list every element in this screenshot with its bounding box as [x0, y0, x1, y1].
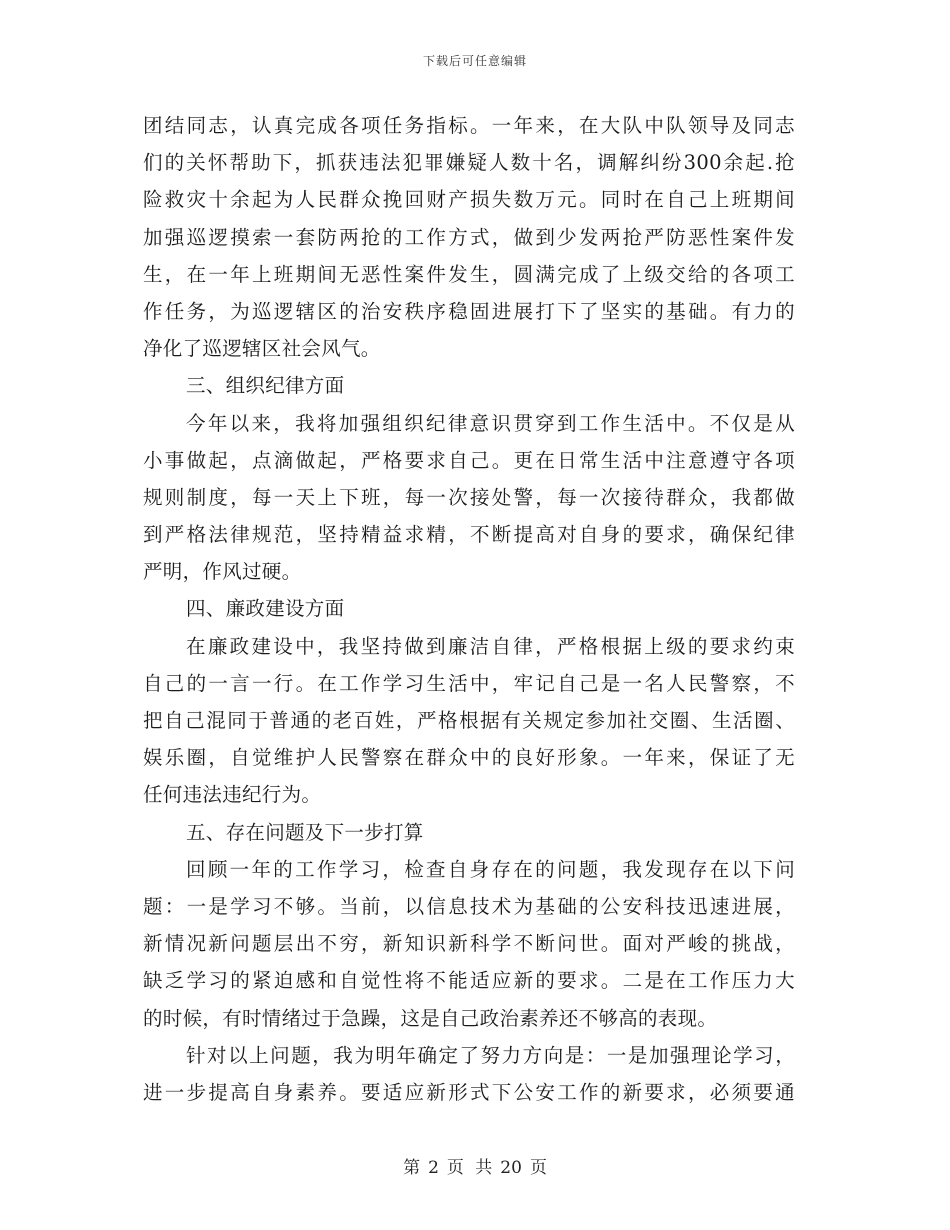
footer-suffix: 页	[529, 1158, 547, 1178]
text-line: 针对以上问题，我为明年确定了努力方向是：一是加强理论学习，	[186, 1043, 795, 1067]
text-line: 在廉政建设中，我坚持做到廉洁自律，严格根据上级的要求约束	[186, 634, 795, 658]
page-header: 下载后可任意编辑	[422, 54, 527, 68]
text-line: 严明，作风过硬。	[143, 560, 302, 584]
text-line: 小事做起，点滴做起，严格要求自己。更在日常生活中注意遵守各项	[143, 448, 795, 472]
text-line: 们的关怀帮助下，抓获违法犯罪嫌疑人数十名，调解纠纷300余起.抢	[143, 151, 795, 175]
text-line: 缺乏学习的紧迫感和自觉性将不能适应新的要求。二是在工作压力大	[143, 969, 795, 993]
text-line: 四、廉政建设方面	[186, 597, 345, 621]
page-footer	[0, 1153, 950, 1178]
text-line: 回顾一年的工作学习，检查自身存在的问题，我发现存在以下问	[186, 857, 795, 881]
text-line: 团结同志，认真完成各项任务指标。一年来，在大队中队领导及同志	[143, 114, 795, 137]
text-line: 净化了巡逻辖区社会风气。	[143, 337, 381, 361]
footer-middle: 页 共	[446, 1158, 493, 1178]
text-line: 三、组织纪律方面	[186, 374, 345, 398]
page-number: 2	[428, 1158, 439, 1178]
text-line: 自己的一言一行。在工作学习生活中，牢记自己是一名人民警察，不	[143, 671, 795, 695]
text-line: 任何违法违纪行为。	[143, 783, 322, 807]
total-pages: 20	[500, 1158, 522, 1178]
text-line: 五、存在问题及下一步打算	[186, 820, 424, 844]
text-line: 到严格法律规范，坚持精益求精，不断提高对自身的要求，确保纪律	[143, 523, 795, 547]
text-line: 今年以来，我将加强组织纪律意识贯穿到工作生活中。不仅是从	[186, 411, 795, 435]
text-line: 进一步提高自身素养。要适应新形式下公安工作的新要求，必须要通	[143, 1080, 795, 1104]
text-line: 加强巡逻摸索一套防两抢的工作方式，做到少发两抢严防恶性案件发	[143, 225, 795, 249]
text-line: 险救灾十余起为人民群众挽回财产损失数万元。同时在自己上班期间	[143, 188, 795, 212]
text-line: 规则制度，每一天上下班，每一次接处警，每一次接待群众，我都做	[143, 485, 795, 509]
text-line: 娱乐圈，自觉维护人民警察在群众中的良好形象。一年来，保证了无	[143, 746, 795, 770]
text-line: 的时候，有时情绪过于急躁，这是自己政治素养还不够高的表现。	[143, 1006, 718, 1030]
document-body	[143, 107, 795, 1111]
footer-prefix: 第	[403, 1158, 421, 1178]
text-line: 作任务，为巡逻辖区的治安秩序稳固进展打下了坚实的基础。有力的	[143, 299, 795, 323]
text-line: 题：一是学习不够。当前，以信息技术为基础的公安科技迅速进展，	[143, 894, 795, 918]
text-line: 新情况新问题层出不穷，新知识新科学不断问世。面对严峻的挑战，	[143, 932, 795, 956]
text-line: 生，在一年上班期间无恶性案件发生，圆满完成了上级交给的各项工	[143, 262, 795, 286]
text-line: 把自己混同于普通的老百姓，严格根据有关规定参加社交圈、生活圈、	[143, 709, 795, 732]
